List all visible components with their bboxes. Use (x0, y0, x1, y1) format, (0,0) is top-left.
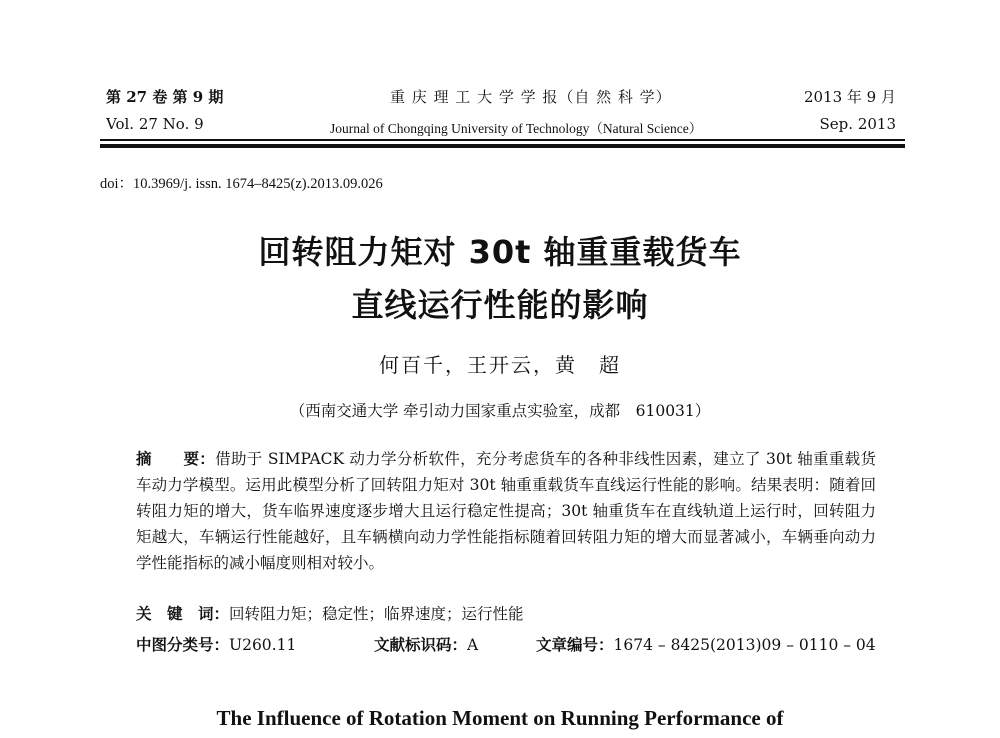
date-en: Sep. 2013 (819, 115, 896, 133)
volume-issue-en: Vol. 27 No. 9 (106, 115, 204, 133)
paper-title-line1: 回转阻力矩对 30t 轴重重载货车 (258, 233, 742, 271)
clc-label: 中图分类号： (136, 636, 230, 654)
journal-name-cn: 重 庆 理 工 大 学 学 报（自 然 科 学） (390, 88, 672, 106)
doi: doi：10.3969/j. issn. 1674–8425(z).2013.09.026 (100, 176, 383, 192)
journal-name-en: Journal of Chongqing University of Technology（Natural Science） (330, 121, 703, 136)
clc-number (136, 633, 296, 655)
english-title: The Influence of Rotation Moment on Running Performance of (216, 706, 784, 730)
date-cn: 2013 年 9 月 (803, 88, 896, 106)
clc-value: U260.11 (229, 636, 297, 654)
article-number-value: 1674 – 8425(2013)09 – 0110 – 04 (613, 636, 876, 654)
keywords-text: 回转阻力矩；稳定性；临界速度；运行性能 (229, 605, 524, 623)
volume-issue-cn: 第 27 卷 第 9 期 (106, 88, 224, 106)
abstract (136, 446, 876, 576)
document-code-value: A (467, 636, 479, 654)
article-number-label: 文章编号： (536, 636, 614, 654)
authors: 何百千，王开云，黄 超 (379, 353, 621, 377)
article-number (536, 633, 876, 655)
document-code (374, 633, 478, 655)
keywords-label: 关 键 词： (136, 605, 230, 623)
document-code-label: 文献标识码： (374, 636, 468, 654)
keywords (136, 602, 524, 624)
header-rule-thick (100, 144, 905, 148)
abstract-text: 借助于 SIMPACK 动力学分析软件，充分考虑货车的各种非线性因素，建立了 30t 轴重重载货车动力学模型。运用此模型分析了回转阻力矩对 30t 轴重重载货车直线运行性能的影响。结果表明：随着回转阻力矩的增大，货车临界速度逐步增大且运行稳定性提高；30t 轴重货车在直线轨道上运行时，回转阻力矩越大，车辆运行性能越好，且车辆横向动力学性能指标随着回转阻力矩的增大而显著减小，车辆垂向动力学性能指标的减小幅度则相对较小。 (136, 450, 876, 572)
header-rule-thin (100, 139, 905, 141)
affiliation: （西南交通大学 牵引动力国家重点实验室，成都 610031） (289, 402, 711, 420)
paper-title-line2: 直线运行性能的影响 (351, 286, 649, 324)
abstract-label: 摘 要： (136, 450, 216, 468)
